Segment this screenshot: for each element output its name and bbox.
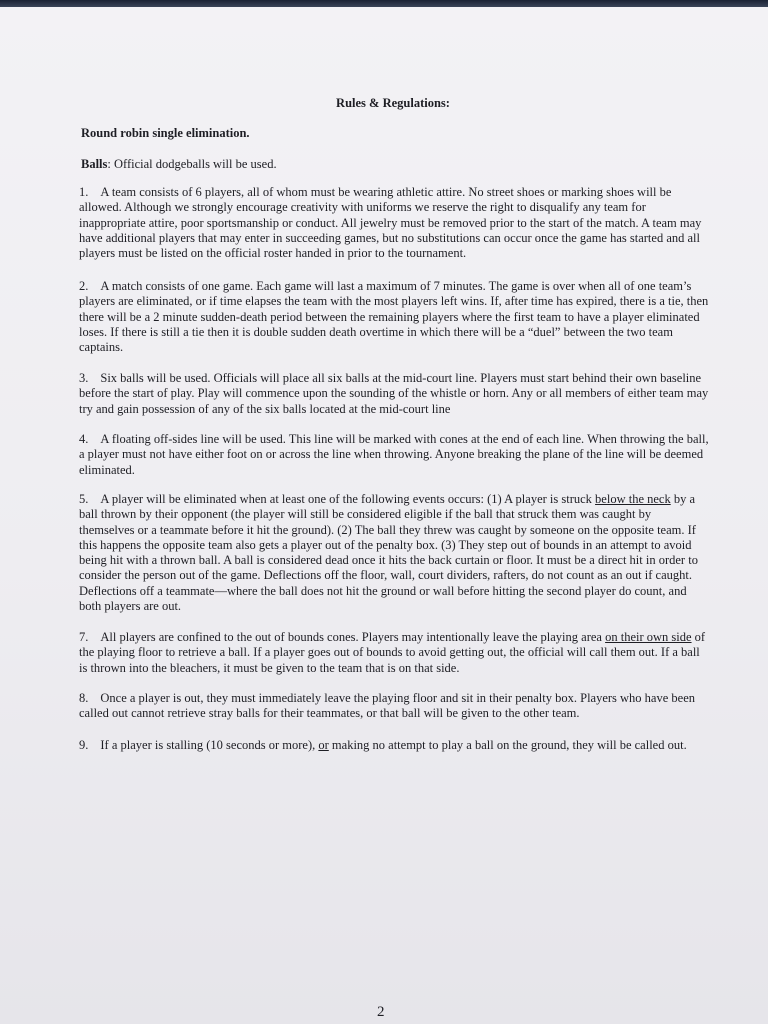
rule-5 bbox=[79, 492, 709, 614]
rule-underline: or bbox=[318, 738, 329, 752]
page-number: 2 bbox=[377, 1004, 385, 1020]
rule-text: A floating off-sides line will be used. This line will be marked with cones at the end of each line. When throwing the ball, a player must not have either foot on or across the line when throwing. Anyone breaking the plane of the line will be deemed eliminated. bbox=[79, 432, 709, 477]
rule-2 bbox=[79, 279, 709, 355]
rule-underline: below the neck bbox=[595, 492, 671, 506]
rule-number: 7. bbox=[79, 630, 89, 644]
rule-text: A team consists of 6 players, all of whom must be wearing athletic attire. No street shoes or marking shoes will be allowed. Although we strongly encourage creativity with uniforms we reserve the right to disqualify any team for inappropriate attire, poor sportsmanship or conduct. All jewelry must be removed prior to the start of the match. A team may have additional players that may enter in succeeding games, but no substitutions can occur once the game has started and all players must be listed on the official roster handed in prior to the tournament. bbox=[79, 185, 702, 261]
rule-3 bbox=[79, 371, 709, 417]
rule-4 bbox=[79, 432, 709, 478]
rule-text-a: All players are confined to the out of bounds cones. Players may intentionally leave the playing area bbox=[100, 630, 606, 644]
balls-text: : Official dodgeballs will be used. bbox=[107, 157, 277, 171]
rule-text-b: making no attempt to play a ball on the ground, they will be called out. bbox=[328, 738, 687, 752]
rule-text: A match consists of one game. Each game will last a maximum of 7 minutes. The game is over when all of one team’s players are eliminated, or if time elapses the team with the most players left wins. If, after time has expired, there is a tie, then there will be a 2 minute sudden-death period between the remaining players where the first team to have a player eliminated loses. If there is still a tie then it is double sudden death overtime in which there will be a “duel” between the two team captains. bbox=[79, 279, 709, 355]
rule-number: 2. bbox=[79, 279, 89, 293]
rule-number: 3. bbox=[79, 371, 89, 385]
rule-number: 9. bbox=[79, 738, 89, 752]
rule-text: Once a player is out, they must immediately leave the playing floor and sit in their penalty box. Players who have been called out cannot retrieve stray balls for their teammates, or that ball will be given to the other team. bbox=[79, 691, 696, 721]
rule-text-b: by a ball thrown by their opponent (the player will still be considered eligible if the ball that struck them was caught by themselves or a teammate before it hit the ground). (2) The ball they threw was caught by someone on the opposite team. If this happens the opposite team also gets a player out of the penalty box. (3) They step out of bounds in an attempt to avoid being hit with a thrown ball. A ball is considered dead once it hits the back curtain or floor. It must be a direct hit in order to consider the person out of the game. Deflections off the floor, wall, court dividers, rafters, do not count as an out if caught. Deflections off a teammate—where the ball does not hit the ground or wall before hitting the second player do count, and both players are out. bbox=[79, 492, 698, 614]
rule-text-b: of the playing floor to retrieve a ball. If a player goes out of bounds to avoid getting out, the official will call them out. If a ball is thrown into the bleachers, it must be given to the team that is on that side. bbox=[79, 630, 706, 675]
rule-underline: on their own side bbox=[605, 630, 692, 644]
rule-text-a: If a player is stalling (10 seconds or more), bbox=[100, 738, 319, 752]
balls-label: Balls bbox=[81, 157, 108, 171]
page-title: Rules & Regulations: bbox=[336, 96, 450, 110]
rule-number: 4. bbox=[79, 432, 89, 446]
format-heading: Round robin single elimination. bbox=[81, 126, 250, 140]
rule-text: Six balls will be used. Officials will place all six balls at the mid-court line. Players must start behind their own baseline before the start of play. Play will commence upon the sounding of the whistle or horn. Any or all members of either team may try and gain possession of any of the six balls located at the mid-court line bbox=[79, 371, 709, 416]
rule-7 bbox=[79, 630, 709, 676]
rule-9 bbox=[79, 738, 709, 753]
rule-text-a: A player will be eliminated when at least one of the following events occurs: (1) A player is struck bbox=[100, 492, 596, 506]
rule-8 bbox=[79, 691, 709, 722]
rule-1 bbox=[79, 185, 709, 261]
rule-number: 5. bbox=[79, 492, 89, 506]
balls-line bbox=[81, 157, 277, 172]
rule-number: 1. bbox=[79, 185, 89, 199]
rule-number: 8. bbox=[79, 691, 89, 705]
